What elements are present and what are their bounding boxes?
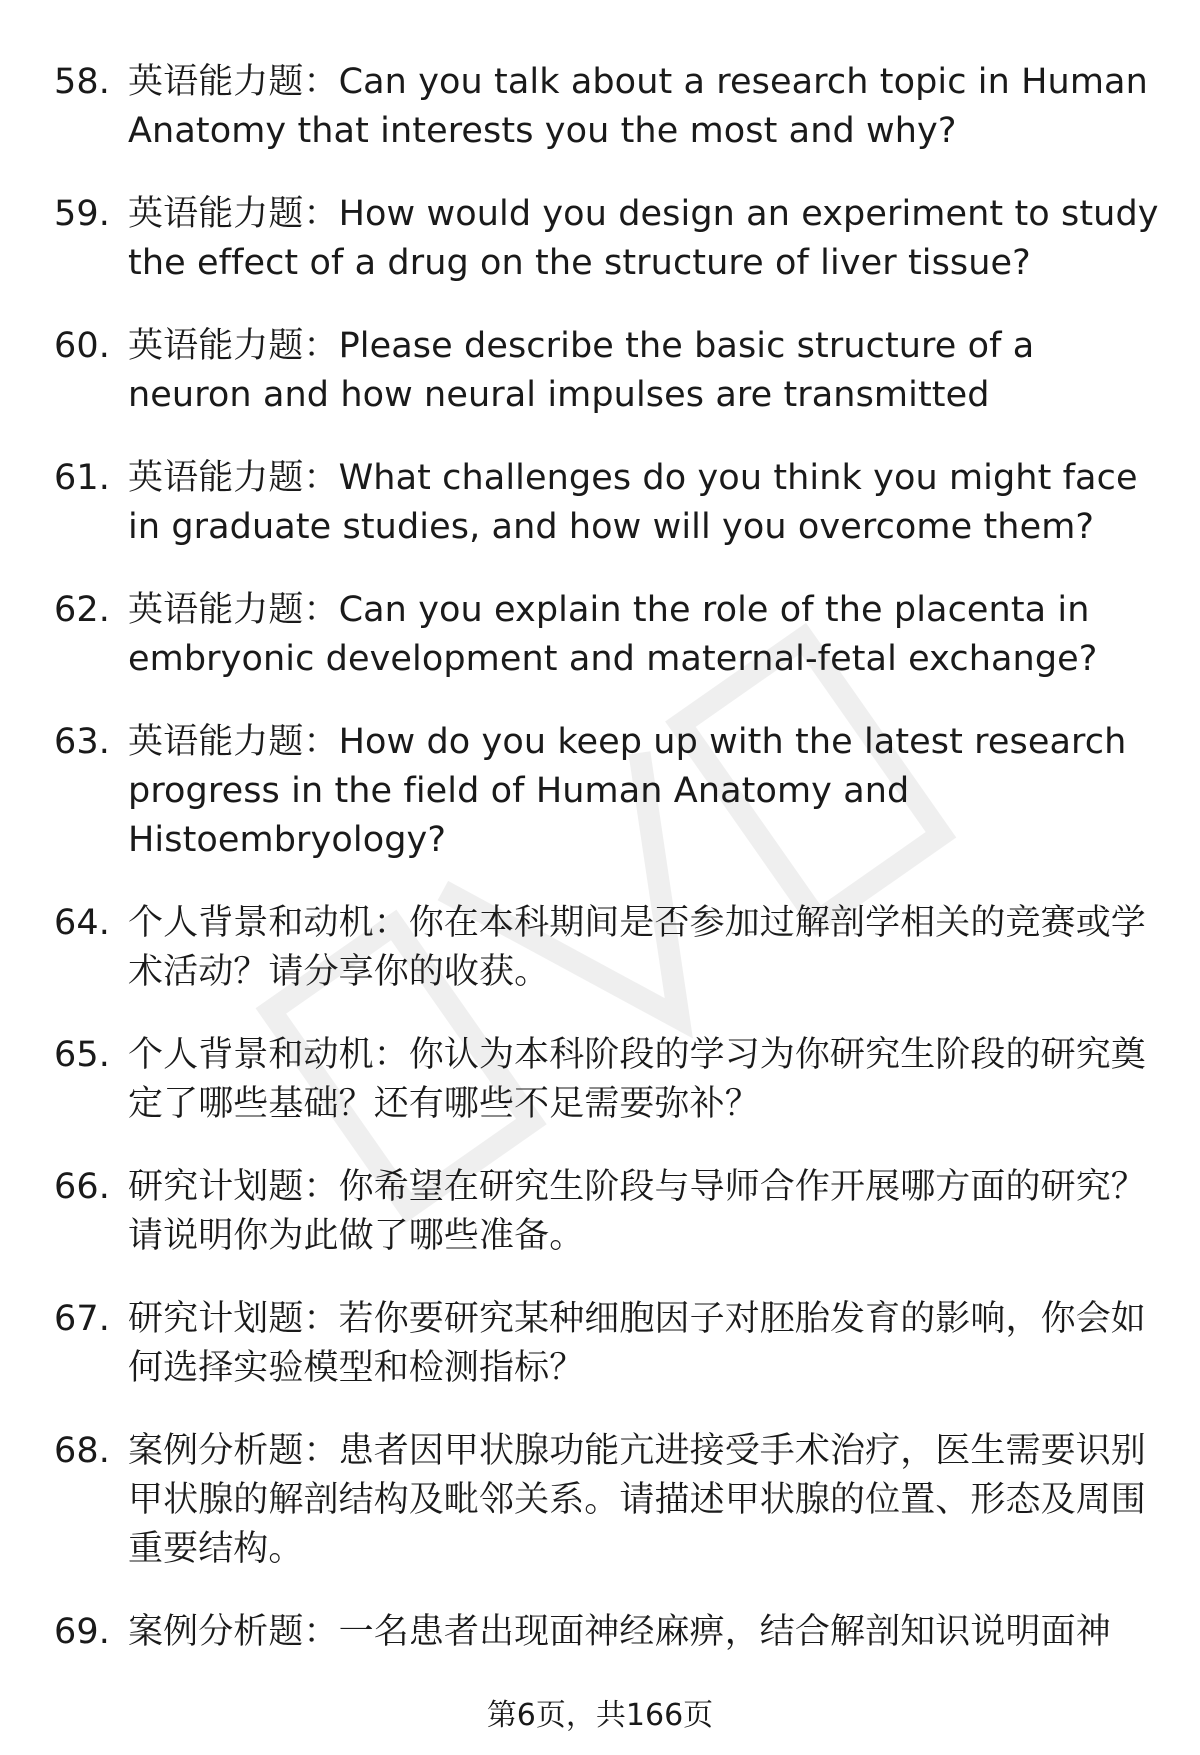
question-list xyxy=(0,58,1200,1691)
question-number: 59. xyxy=(54,194,110,234)
question-number: 60. xyxy=(54,326,110,366)
question-text: 个人背景和动机：你在本科期间是否参加过解剖学相关的竞赛或学术活动？请分享你的收获。 xyxy=(128,903,1146,992)
question-number: 61. xyxy=(54,458,110,498)
question-text: 英语能力题：Please describe the basic structure of a neuron and how neural impulses are transmitted xyxy=(128,326,1035,415)
question-item xyxy=(0,1031,1200,1129)
question-number: 64. xyxy=(54,903,110,943)
question-number: 68. xyxy=(54,1431,110,1471)
question-text: 英语能力题：How would you design an experiment to study the effect of a drug on the structure of liver tissue? xyxy=(128,194,1159,283)
question-text: 英语能力题：Can you talk about a research topic in Human Anatomy that interests you the most and why? xyxy=(128,62,1148,151)
question-item xyxy=(0,454,1200,552)
question-text: 研究计划题：你希望在研究生阶段与导师合作开展哪方面的研究？请说明你为此做了哪些准备。 xyxy=(128,1167,1146,1256)
question-text: 案例分析题：患者因甲状腺功能亢进接受手术治疗，医生需要识别甲状腺的解剖结构及毗邻关系。请描述甲状腺的位置、形态及周围重要结构。 xyxy=(128,1431,1146,1569)
question-number: 62. xyxy=(54,590,110,630)
question-item xyxy=(0,1427,1200,1574)
question-text: 英语能力题：How do you keep up with the latest research progress in the field of Human Anatomy and Histoembryology? xyxy=(128,722,1127,860)
question-text: 个人背景和动机：你认为本科阶段的学习为你研究生阶段的研究奠定了哪些基础？还有哪些不足需要弥补？ xyxy=(128,1035,1146,1124)
question-number: 65. xyxy=(54,1035,110,1075)
question-item xyxy=(0,586,1200,684)
question-text: 英语能力题：What challenges do you think you might face in graduate studies, and how will you overcome them? xyxy=(128,458,1138,547)
question-number: 58. xyxy=(54,62,110,102)
question-number: 69. xyxy=(54,1612,110,1652)
question-number: 67. xyxy=(54,1299,110,1339)
question-text: 研究计划题：若你要研究某种细胞因子对胚胎发育的影响，你会如何选择实验模型和检测指标？ xyxy=(128,1299,1146,1388)
question-text: 英语能力题：Can you explain the role of the placenta in embryonic development and maternal-fetal exchange? xyxy=(128,590,1098,679)
page-footer: 第6页，共166页 xyxy=(486,1698,714,1733)
question-item xyxy=(0,322,1200,420)
question-item xyxy=(0,1608,1200,1657)
question-item xyxy=(0,718,1200,865)
question-number: 63. xyxy=(54,722,110,762)
question-item xyxy=(0,899,1200,997)
question-text: 案例分析题：一名患者出现面神经麻痹，结合解剖知识说明面神 xyxy=(128,1612,1111,1652)
question-item xyxy=(0,1163,1200,1261)
question-item xyxy=(0,1295,1200,1393)
question-item xyxy=(0,190,1200,288)
question-number: 66. xyxy=(54,1167,110,1207)
question-item xyxy=(0,58,1200,156)
